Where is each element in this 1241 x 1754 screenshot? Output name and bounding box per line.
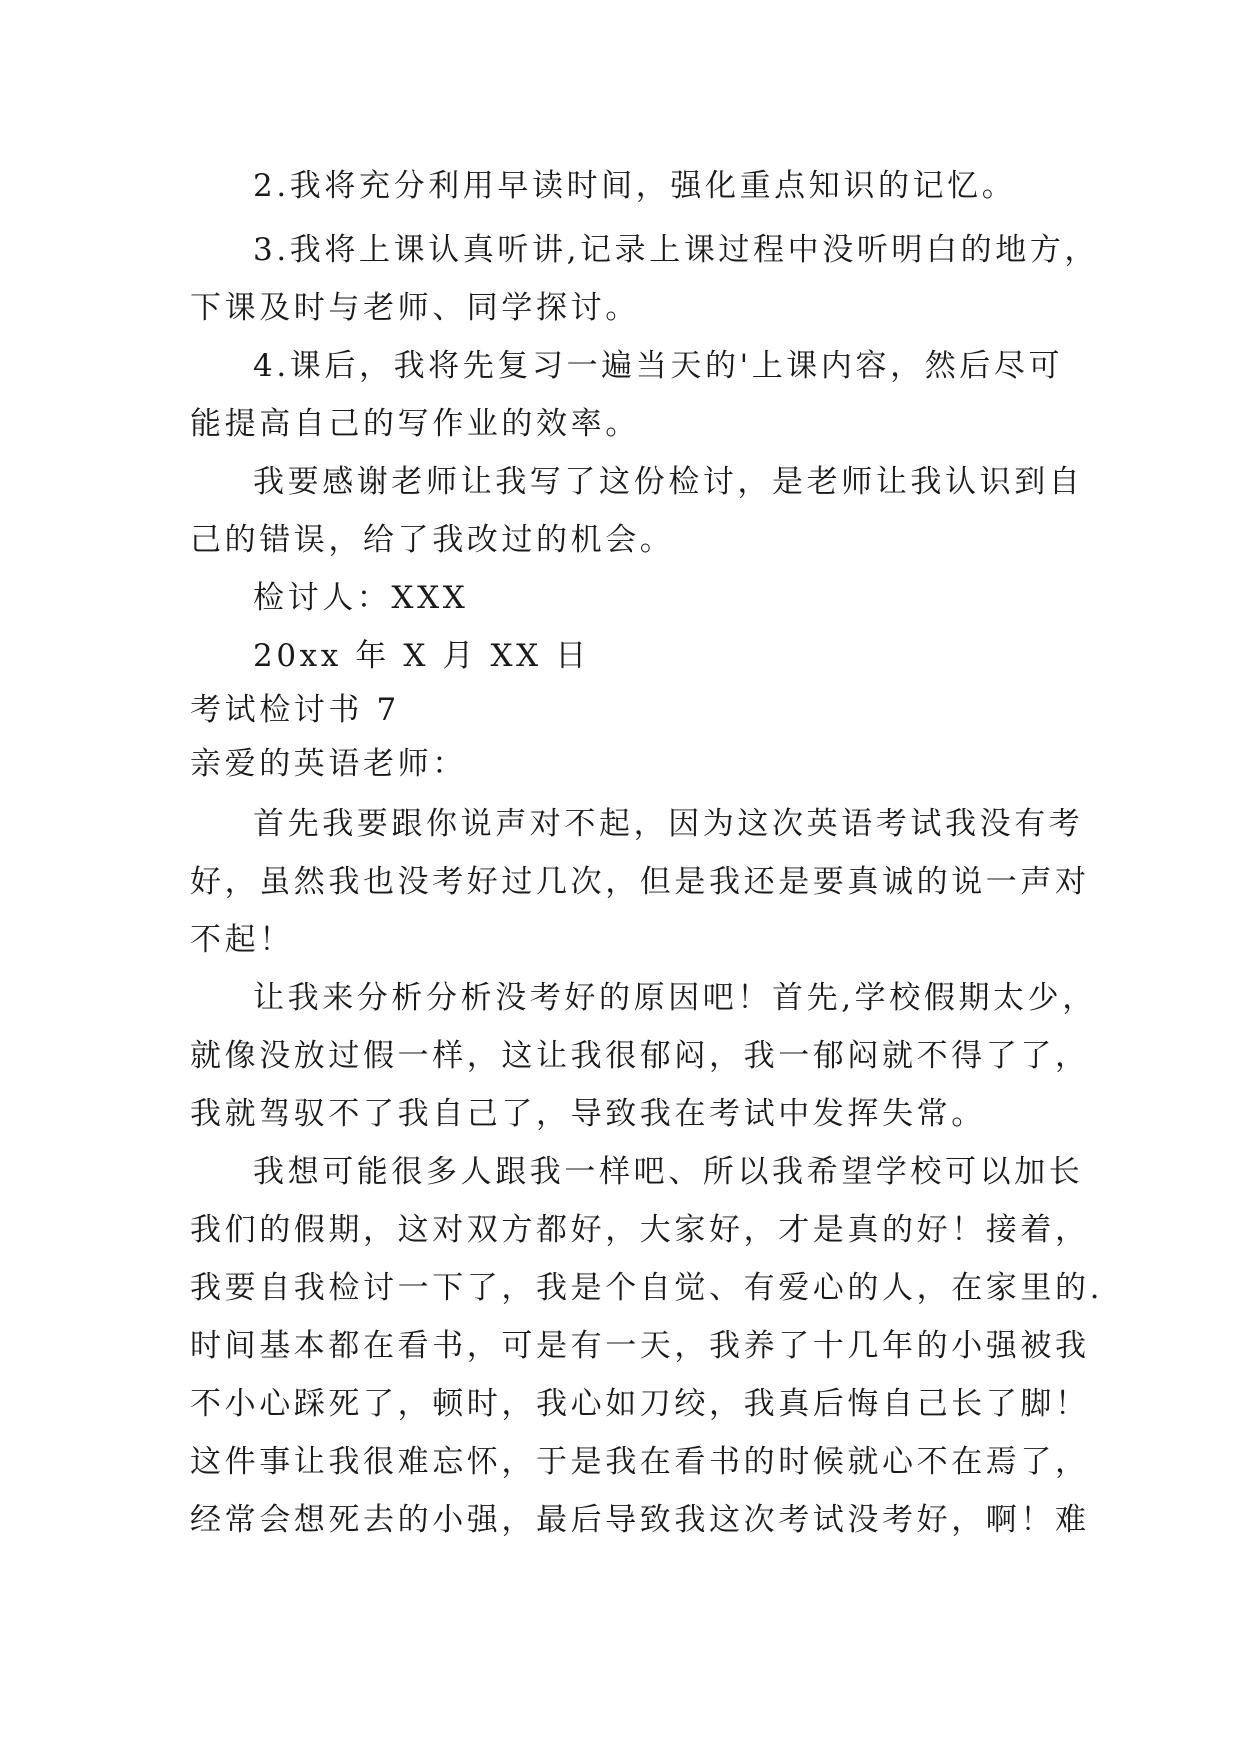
- text-line: 我要感谢老师让我写了这份检讨，是老师让我认识到自: [253, 464, 1084, 500]
- text-line: 下课及时与老师、同学探讨。: [190, 290, 640, 326]
- text-line: 能提高自己的写作业的效率。: [190, 406, 640, 442]
- text-line: 让我来分析分析没考好的原因吧！首先,学校假期太少，: [253, 980, 1097, 1016]
- text-line: 2.我将充分利用早读时间，强化重点知识的记忆。: [253, 168, 1017, 204]
- text-line: 这件事让我很难忘怀，于是我在看书的时候就心不在焉了，: [190, 1444, 1090, 1480]
- date-line: 20xx 年 X 月 XX 日: [253, 638, 590, 674]
- text-line: 我们的假期，这对双方都好，大家好，才是真的好！接着，: [190, 1212, 1090, 1248]
- text-line: 就像没放过假一样，这让我很郁闷，我一郁闷就不得了了，: [190, 1038, 1090, 1074]
- text-line: 我想可能很多人跟我一样吧、所以我希望学校可以加长: [253, 1154, 1084, 1190]
- salutation: 亲爱的英语老师：: [190, 746, 467, 782]
- text-line: 4.课后，我将先复习一遍当天的'上课内容，然后尽可: [253, 348, 1064, 384]
- text-line: 时间基本都在看书，可是有一天，我养了十几年的小强被我: [190, 1328, 1090, 1364]
- text-line: 我要自我检讨一下了，我是个自觉、有爱心的人，在家里的.: [190, 1270, 1104, 1306]
- text-line: 我就驾驭不了我自己了，导致我在考试中发挥失常。: [190, 1096, 986, 1132]
- text-line: 好，虽然我也没考好过几次，但是我还是要真诚的说一声对: [190, 864, 1090, 900]
- text-line: 不小心踩死了，顿时，我心如刀绞，我真后悔自己长了脚！: [190, 1386, 1090, 1422]
- section-heading: 考试检讨书 7: [190, 692, 400, 728]
- text-line: 经常会想死去的小强，最后导致我这次考试没考好，啊！难: [190, 1502, 1090, 1538]
- text-line: 己的错误，给了我改过的机会。: [190, 522, 675, 558]
- text-line: 3.我将上课认真听讲,记录上课过程中没听明白的地方，: [253, 232, 1100, 268]
- signer-line: 检讨人：XXX: [253, 580, 469, 616]
- text-line: 不起！: [190, 922, 294, 958]
- text-line: 首先我要跟你说声对不起，因为这次英语考试我没有考: [253, 806, 1084, 842]
